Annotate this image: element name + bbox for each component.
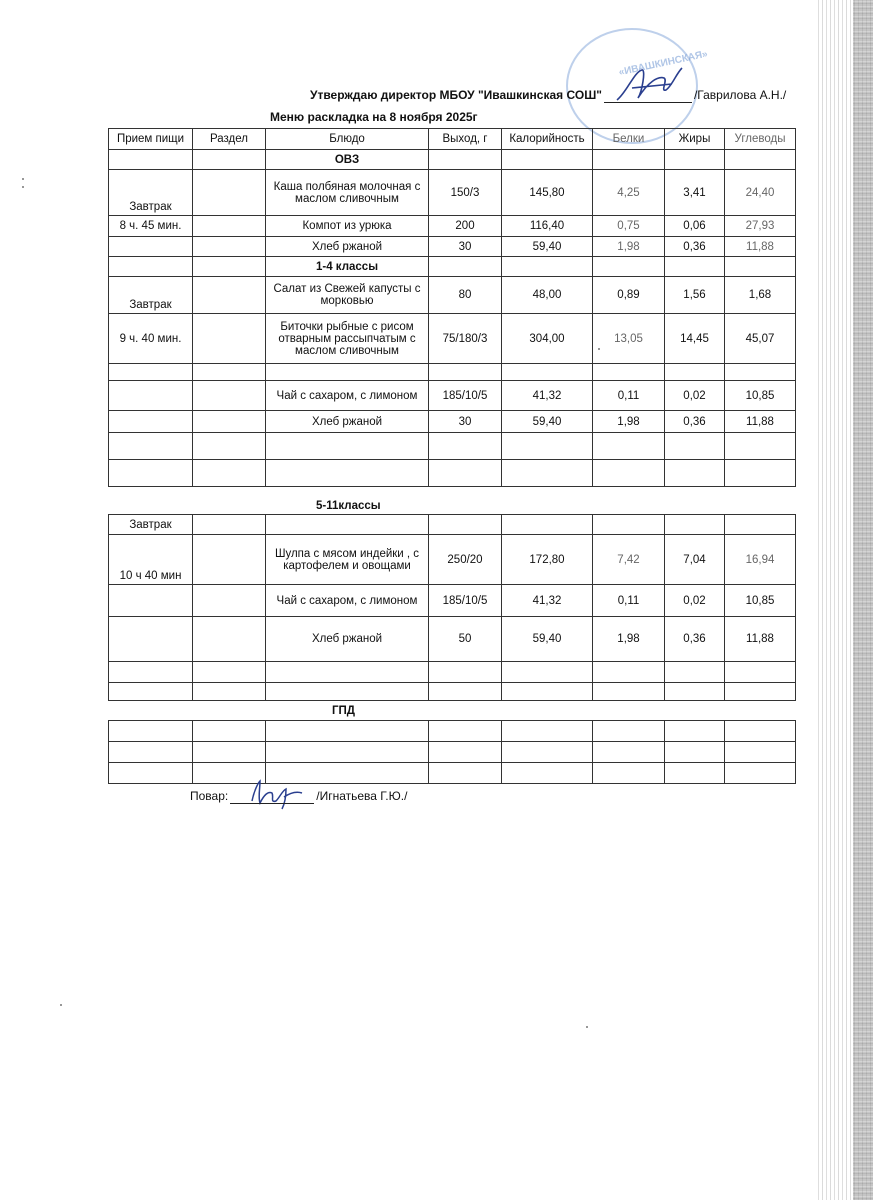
fat-cell: 7,04 xyxy=(665,535,725,585)
fat-cell: 0,36 xyxy=(665,617,725,662)
fat-cell: 0,02 xyxy=(665,381,725,411)
scan-speck xyxy=(22,186,24,188)
fat-cell: 0,02 xyxy=(665,585,725,617)
time-cell: 10 ч 40 мин xyxy=(109,535,193,585)
protein-cell: 0,89 xyxy=(593,277,665,314)
output-cell: 50 xyxy=(429,617,502,662)
output-cell: 80 xyxy=(429,277,502,314)
menu-table-gpd xyxy=(108,720,796,784)
scan-speck xyxy=(60,1004,62,1006)
time-cell: 9 ч. 40 мин. xyxy=(109,314,193,364)
scan-speck xyxy=(586,1026,588,1028)
fat-cell: 0,36 xyxy=(665,237,725,257)
dish-cell: Компот из урюка xyxy=(266,216,429,237)
carbs-cell: 11,88 xyxy=(725,411,796,433)
table-row xyxy=(109,314,796,364)
calories-cell: 304,00 xyxy=(502,314,593,364)
section-row xyxy=(109,150,796,170)
carbs-cell: 45,07 xyxy=(725,314,796,364)
time-cell: 8 ч. 45 мин. xyxy=(109,216,193,237)
calories-cell: 172,80 xyxy=(502,535,593,585)
table-row xyxy=(109,763,796,784)
table-row xyxy=(109,433,796,460)
protein-cell: 7,42 xyxy=(593,535,665,585)
dish-cell: Шулпа с мясом индейки , с картофелем и овощами xyxy=(266,535,429,585)
output-cell: 30 xyxy=(429,237,502,257)
calories-cell: 145,80 xyxy=(502,170,593,216)
meal-cell: Завтрак xyxy=(109,170,193,216)
carbs-cell: 1,68 xyxy=(725,277,796,314)
carbs-cell: 27,93 xyxy=(725,216,796,237)
dish-cell: Чай с сахаром, с лимоном xyxy=(266,585,429,617)
output-cell: 75/180/3 xyxy=(429,314,502,364)
col-header: Углеводы xyxy=(725,129,796,150)
section-title: 1-4 классы xyxy=(266,257,429,277)
fat-cell: 0,06 xyxy=(665,216,725,237)
table-row xyxy=(109,364,796,381)
col-header: Белки xyxy=(593,129,665,150)
fat-cell: 0,36 xyxy=(665,411,725,433)
fat-cell: 1,56 xyxy=(665,277,725,314)
scan-speck xyxy=(22,178,24,180)
col-header: Прием пищи xyxy=(109,129,193,150)
scan-edge-artifact-dark xyxy=(853,0,873,1200)
protein-cell: 1,98 xyxy=(593,237,665,257)
meal-cell: Завтрак xyxy=(109,277,193,314)
protein-cell: 4,25 xyxy=(593,170,665,216)
calories-cell: 41,32 xyxy=(502,585,593,617)
cook-name: /Игнатьева Г.Ю./ xyxy=(316,789,408,803)
protein-cell: 0,75 xyxy=(593,216,665,237)
protein-cell: 0,11 xyxy=(593,585,665,617)
output-cell: 200 xyxy=(429,216,502,237)
calories-cell: 59,40 xyxy=(502,411,593,433)
calories-cell: 59,40 xyxy=(502,237,593,257)
protein-cell: 1,98 xyxy=(593,617,665,662)
carbs-cell: 24,40 xyxy=(725,170,796,216)
output-cell: 150/3 xyxy=(429,170,502,216)
calories-cell: 48,00 xyxy=(502,277,593,314)
protein-cell: 0,11 xyxy=(593,381,665,411)
dish-cell: Каша полбяная молочная с маслом сливочным xyxy=(266,170,429,216)
calories-cell: 41,32 xyxy=(502,381,593,411)
col-header: Выход, г xyxy=(429,129,502,150)
carbs-cell: 10,85 xyxy=(725,381,796,411)
dish-cell: Хлеб ржаной xyxy=(266,411,429,433)
dish-cell: Хлеб ржаной xyxy=(266,237,429,257)
protein-cell: 13,05 xyxy=(593,314,665,364)
section-row xyxy=(109,257,796,277)
cook-line xyxy=(190,789,407,804)
director-name: /Гаврилова А.Н./ xyxy=(693,88,787,102)
table-row xyxy=(109,460,796,487)
scan-speck xyxy=(598,348,600,350)
section-title: ГПД xyxy=(332,705,355,717)
col-header: Раздел xyxy=(193,129,266,150)
calories-cell: 116,40 xyxy=(502,216,593,237)
dish-cell: Хлеб ржаной xyxy=(266,617,429,662)
dish-cell: Салат из Свежей капусты с морковью xyxy=(266,277,429,314)
menu-subtitle: Меню раскладка на 8 ноября 2025г xyxy=(270,110,478,124)
cook-signature-blank xyxy=(230,789,314,804)
menu-table-5-11 xyxy=(108,514,796,701)
output-cell: 30 xyxy=(429,411,502,433)
section-title: ОВЗ xyxy=(266,150,429,170)
col-header: Калорийность xyxy=(502,129,593,150)
fat-cell: 14,45 xyxy=(665,314,725,364)
output-cell: 250/20 xyxy=(429,535,502,585)
dish-cell: Чай с сахаром, с лимоном xyxy=(266,381,429,411)
carbs-cell: 11,88 xyxy=(725,617,796,662)
menu-table xyxy=(108,128,796,487)
carbs-cell: 11,88 xyxy=(725,237,796,257)
table-row xyxy=(109,411,796,433)
fat-cell: 3,41 xyxy=(665,170,725,216)
table-row xyxy=(109,617,796,662)
table-row xyxy=(109,216,796,237)
carbs-cell: 16,94 xyxy=(725,535,796,585)
approval-line xyxy=(310,88,786,103)
stamp-text: «ИВАШКИНСКАЯ» xyxy=(617,48,709,79)
table-row xyxy=(109,585,796,617)
table-row xyxy=(109,277,796,314)
table-row xyxy=(109,662,796,683)
table-row xyxy=(109,170,796,216)
table-row xyxy=(109,742,796,763)
dish-cell: Биточки рыбные с рисом отварным рассыпчатым с маслом сливочным xyxy=(266,314,429,364)
table-row xyxy=(109,721,796,742)
table-header-row xyxy=(109,129,796,150)
section-title: 5-11классы xyxy=(316,500,381,512)
col-header: Жиры xyxy=(665,129,725,150)
table-row xyxy=(109,237,796,257)
table-row xyxy=(109,535,796,585)
table-row xyxy=(109,683,796,701)
output-cell: 185/10/5 xyxy=(429,585,502,617)
cook-label: Повар: xyxy=(190,789,229,803)
signature-blank xyxy=(604,88,692,103)
output-cell: 185/10/5 xyxy=(429,381,502,411)
carbs-cell: 10,85 xyxy=(725,585,796,617)
approval-prefix: Утверждаю директор МБОУ "Ивашкинская СОШ" xyxy=(310,88,602,102)
calories-cell: 59,40 xyxy=(502,617,593,662)
meal-cell: Завтрак xyxy=(109,515,193,535)
table-row xyxy=(109,515,796,535)
protein-cell: 1,98 xyxy=(593,411,665,433)
table-row xyxy=(109,381,796,411)
col-header: Блюдо xyxy=(266,129,429,150)
